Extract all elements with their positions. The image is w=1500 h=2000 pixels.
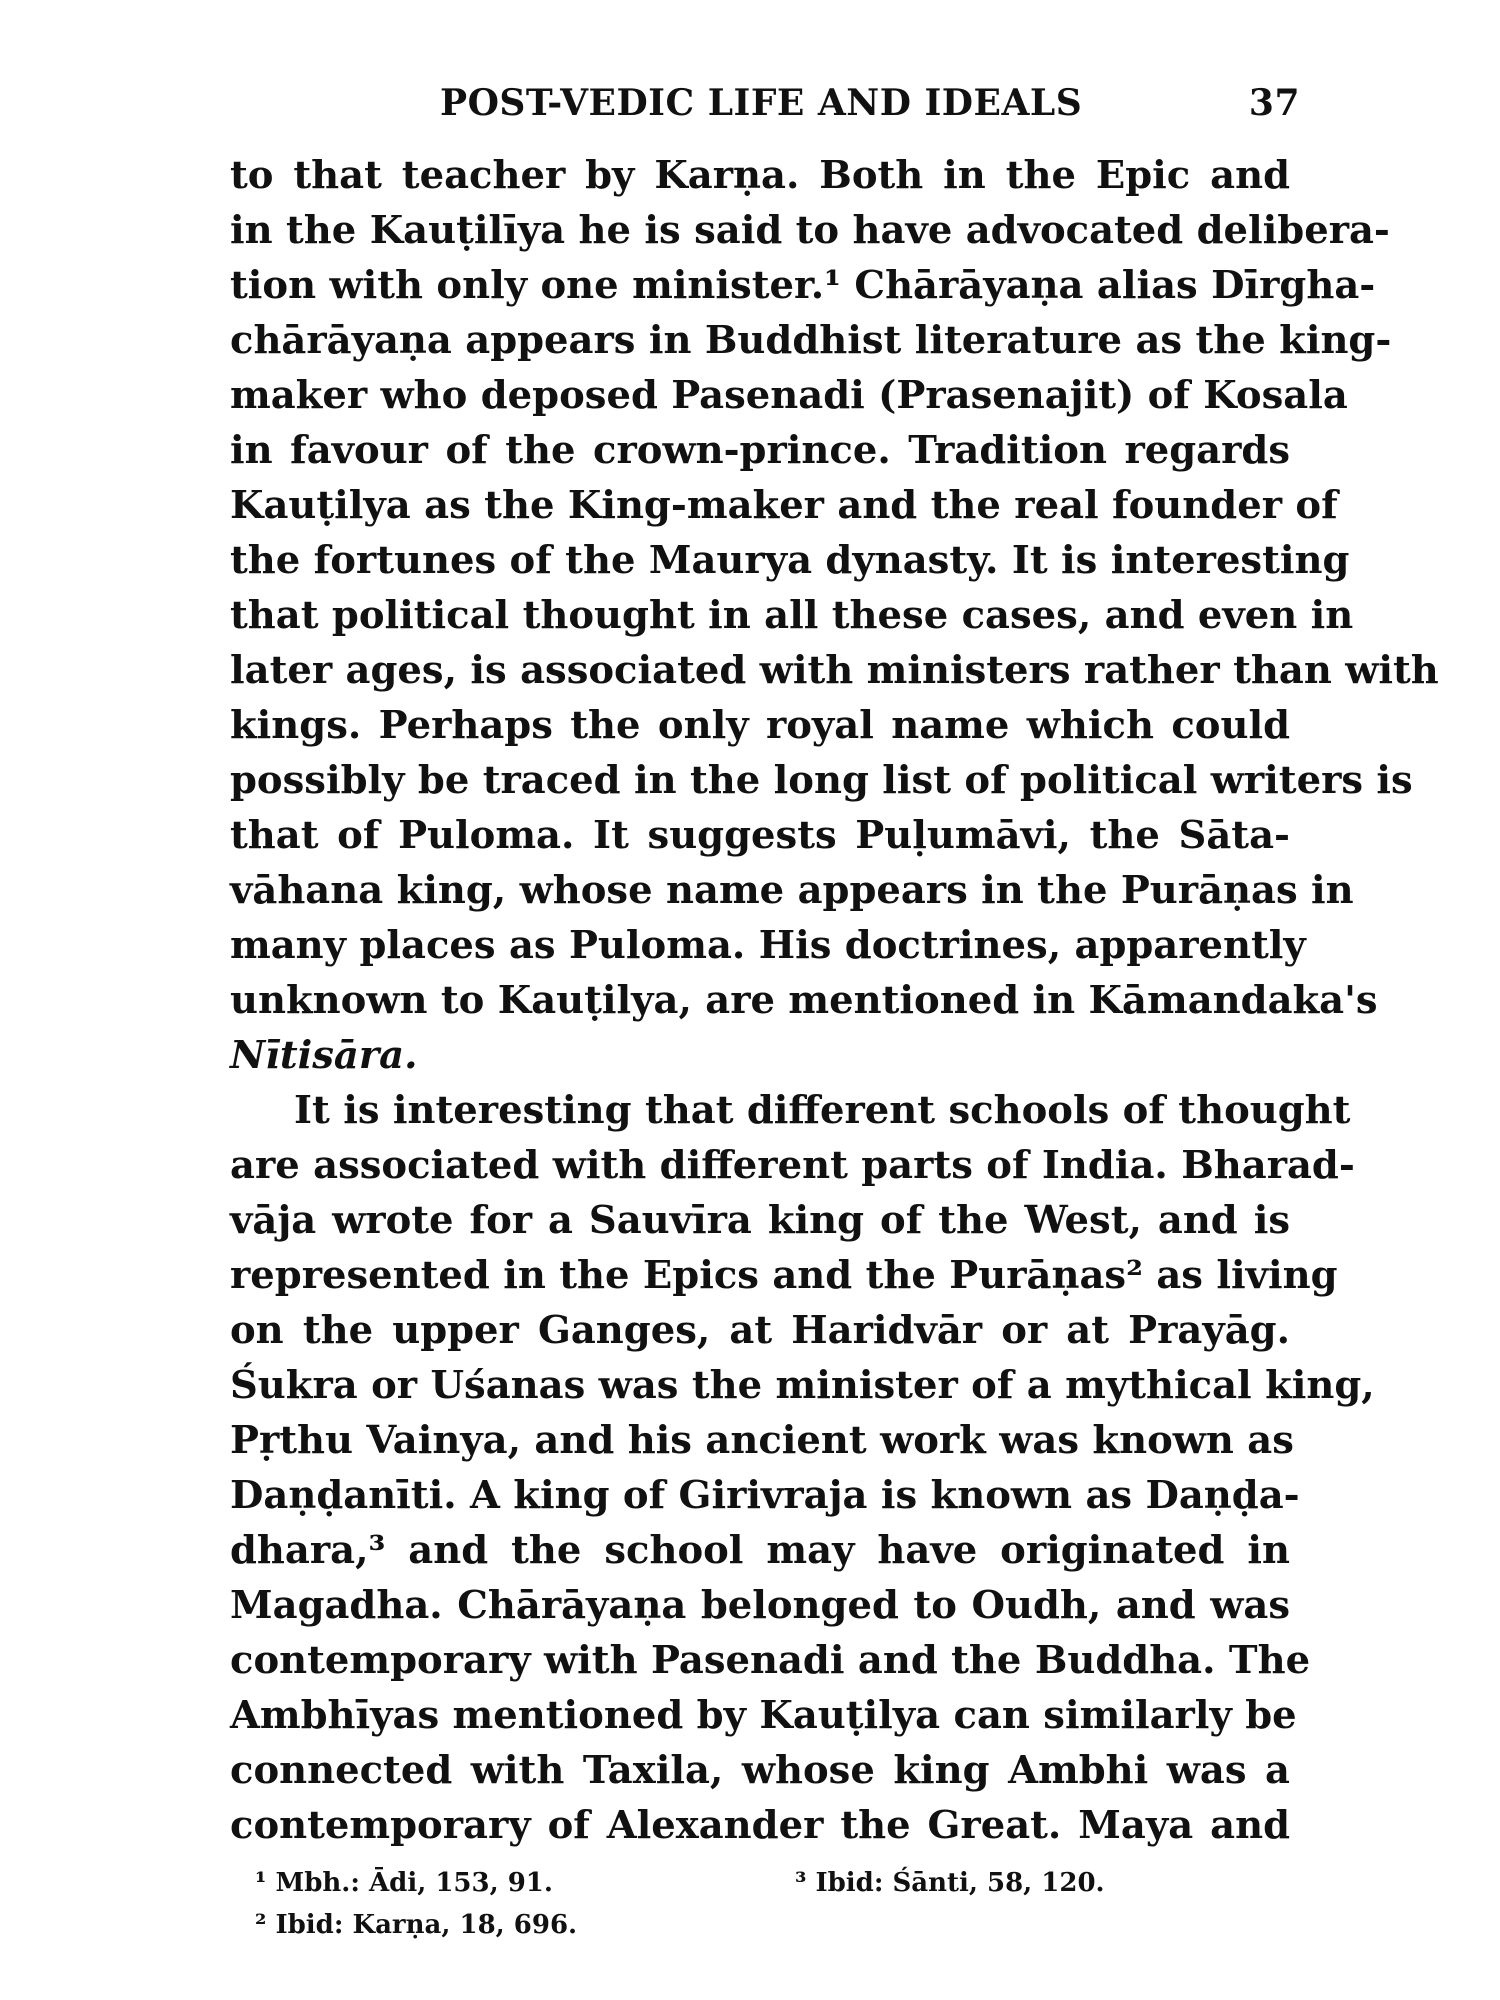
text-line: on the upper Ganges, at Haridvār or at Prayāg. bbox=[230, 1308, 1290, 1353]
footnote-3: ³ Ibid: Śānti, 58, 120. bbox=[795, 1868, 1105, 1898]
text-line: Śukra or Uśanas was the minister of a mythical king, bbox=[230, 1363, 1375, 1408]
text-line: vāja wrote for a Sauvīra king of the West, and is bbox=[230, 1198, 1290, 1243]
paragraph-1 bbox=[230, 148, 1439, 1083]
paragraph-2 bbox=[230, 1083, 1375, 1853]
text-line: tion with only one minister.¹ Chārāyaṇa alias Dīrgha- bbox=[230, 263, 1376, 308]
text-line: Ambhīyas mentioned by Kauṭilya can similarly be bbox=[230, 1693, 1297, 1738]
text-line: unknown to Kauṭilya, are mentioned in Kāmandaka's bbox=[230, 978, 1378, 1023]
text-line: dhara,³ and the school may have originated in bbox=[230, 1528, 1290, 1573]
text-line: to that teacher by Karṇa. Both in the Epic and bbox=[230, 153, 1290, 198]
page-number: 37 bbox=[1248, 82, 1300, 124]
text-line: later ages, is associated with ministers rather than with bbox=[230, 648, 1439, 693]
page-header bbox=[440, 82, 1300, 132]
text-line: in the Kauṭilīya he is said to have advocated delibera- bbox=[230, 208, 1390, 253]
text-line: contemporary of Alexander the Great. Maya and bbox=[230, 1803, 1290, 1848]
text-line: Pṛthu Vainya, and his ancient work was known as bbox=[230, 1418, 1294, 1463]
text-line: Daṇḍanīti. A king of Girivraja is known as Daṇḍa- bbox=[230, 1473, 1300, 1518]
text-line: in favour of the crown-prince. Tradition regards bbox=[230, 428, 1290, 473]
text-line: kings. Perhaps the only royal name which could bbox=[230, 703, 1290, 748]
text-line: connected with Taxila, whose king Ambhi was a bbox=[230, 1748, 1290, 1793]
footnote-1: ¹ Mbh.: Ādi, 153, 91. bbox=[255, 1868, 553, 1898]
text-line: that of Puloma. It suggests Puḷumāvi, the Sāta- bbox=[230, 813, 1290, 858]
text-line: Magadha. Chārāyaṇa belonged to Oudh, and was bbox=[230, 1583, 1290, 1628]
footnote-2: ² Ibid: Karṇa, 18, 696. bbox=[255, 1910, 578, 1940]
running-head: POST-VEDIC LIFE AND IDEALS bbox=[440, 82, 1083, 124]
text-line: possibly be traced in the long list of political writers is bbox=[230, 758, 1413, 803]
text-line: are associated with different parts of India. Bharad- bbox=[230, 1143, 1355, 1188]
text-line: many places as Puloma. His doctrines, apparently bbox=[230, 923, 1306, 968]
text-line: that political thought in all these cases, and even in bbox=[230, 593, 1354, 638]
text-line: Kauṭilya as the King-maker and the real founder of bbox=[230, 483, 1338, 528]
text-line: represented in the Epics and the Purāṇas² as living bbox=[230, 1253, 1338, 1298]
text-line: vāhana king, whose name appears in the Purāṇas in bbox=[230, 868, 1354, 913]
text-line: contemporary with Pasenadi and the Buddha. The bbox=[230, 1638, 1311, 1683]
text-line: the fortunes of the Maurya dynasty. It is interesting bbox=[230, 538, 1350, 583]
text-line: maker who deposed Pasenadi (Prasenajit) of Kosala bbox=[230, 373, 1348, 418]
body-text bbox=[230, 148, 1439, 1853]
text-line: chārāyaṇa appears in Buddhist literature as the king- bbox=[230, 318, 1392, 363]
text-line: It is interesting that different schools of thought bbox=[294, 1088, 1351, 1133]
text-line: Nītisāra. bbox=[230, 1033, 418, 1078]
